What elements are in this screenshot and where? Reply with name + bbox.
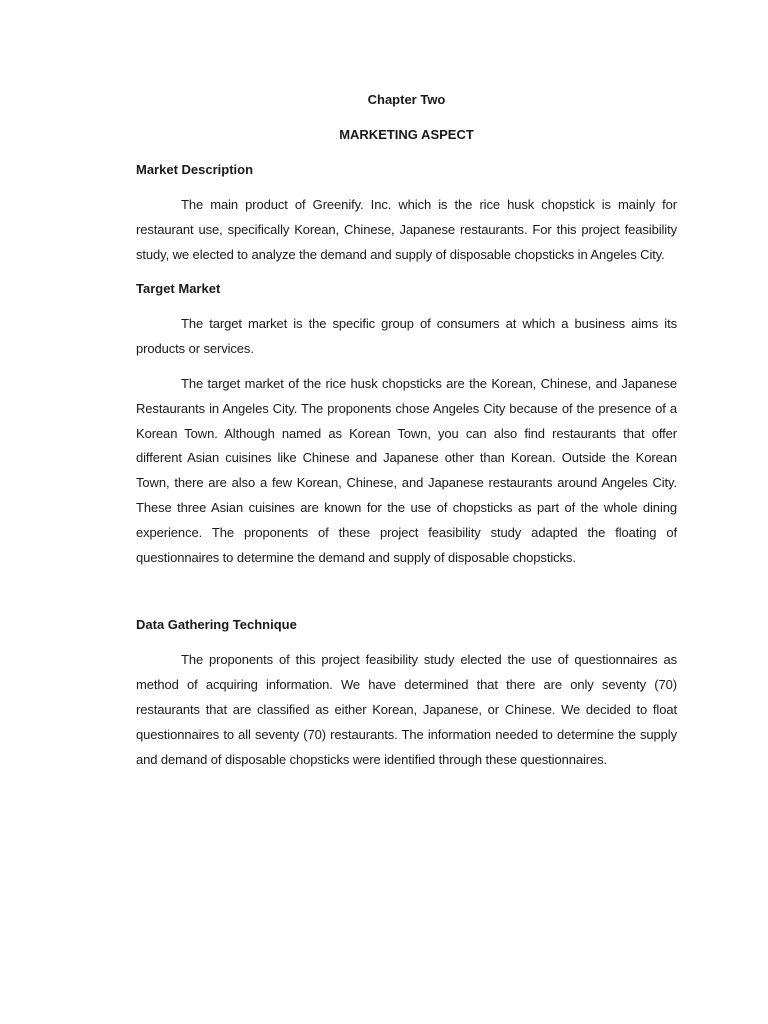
target-market-paragraph-2: The target market of the rice husk chopsticks are the Korean, Chinese, and Japanese Restaurants in Angeles City. The proponents chose Angeles City because of the presence of a Korean Town. Although named as Korean Town, you can also find restaurants that offer different Asian cuisines like Chinese and Japanese other than Korean. Outside the Korean Town, there are also a few Korean, Chinese, and Japanese restaurants around Angeles City. These three Asian cuisines are known for the use of chopsticks as part of the whole dining experience. The proponents of these project feasibility study adapted the floating of questionnaires to determine the demand and supply of disposable chopsticks. xyxy=(136,375,677,565)
market-description-paragraph: The main product of Greenify. Inc. which is the rice husk chopstick is mainly for restaurant use, specifically Korean, Chinese, Japanese restaurants. For this project feasibility study, we elected to analyze the demand and supply of disposable chopsticks in Angeles City. xyxy=(136,197,677,262)
document-page xyxy=(136,88,677,782)
section-spacer xyxy=(136,580,677,613)
target-market-paragraph-1: The target market is the specific group of consumers at which a business aims its products or services. xyxy=(136,316,677,357)
market-description-heading: Market Description xyxy=(136,162,254,177)
target-market-heading: Target Market xyxy=(136,281,221,297)
data-gathering-paragraph: The proponents of this project feasibility study elected the use of questionnaires as method of acquiring information. We have determined that there are only seventy (70) restaurants that are classified as either Korean, Japanese, or Chinese. We decided to float questionnaires to all seventy (70) restaurants. The information needed to determine the supply and demand of disposable chopsticks were identified through these questionnaires. xyxy=(136,652,677,767)
chapter-title: Chapter Two xyxy=(367,92,446,107)
data-gathering-heading: Data Gathering Technique xyxy=(136,617,297,633)
section-title: MARKETING ASPECT xyxy=(339,127,474,142)
